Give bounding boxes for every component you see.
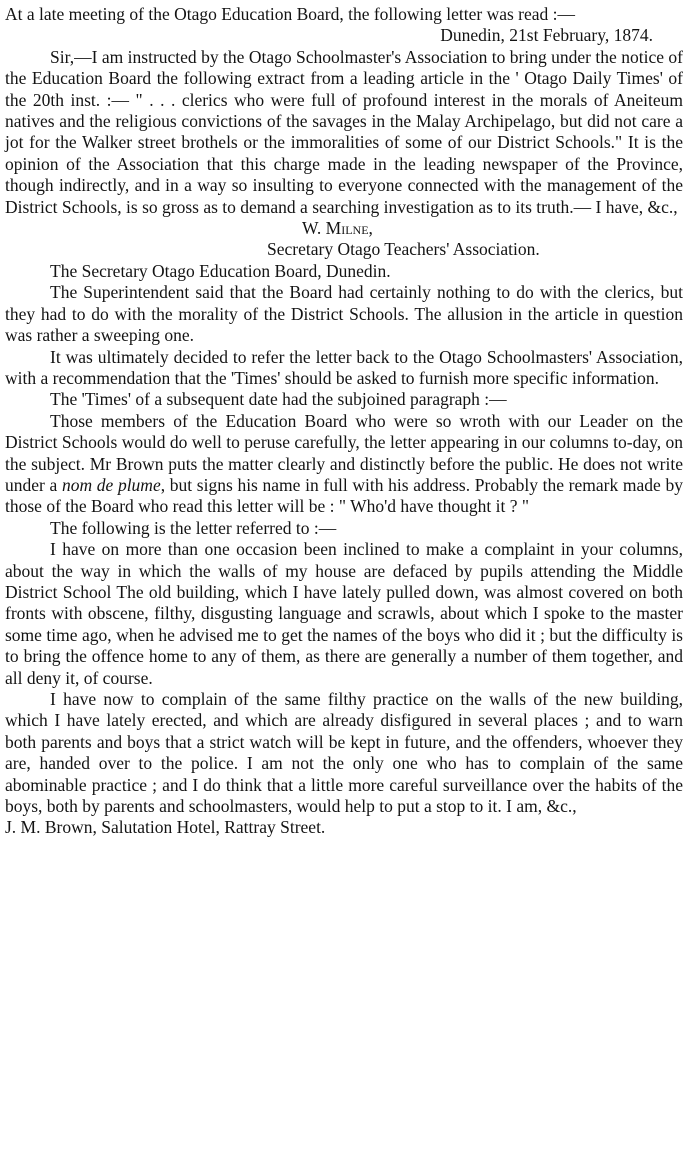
times-quote-italic: nom de plume — [61, 474, 161, 495]
letter-addressee: The Secretary Otago Education Board, Dunedin. — [50, 260, 391, 281]
letter-body: Sir,—I am instructed by the Otago Schoolmaster's Association to bring under the notice of the Education Board the following extract from a leading article in the ' Otago Daily Times' of the 20th inst. :— " . . . clerics who were full of profound interest in the morals of Aneiteum natives and the religious convictions of the savages in the Malay Archipelago, but did not care a jot for the Walker street brothels or the immoralities of some of our District Schools." It is the opinion of the Association that this charge made in the leading newspaper of the Province, though indirectly, and in a way so insulting to everyone connected with the management of the District Schools, is so gross as to demand a searching investigation as to its truth.— I have, &c., — [5, 46, 683, 217]
article-intro: At a late meeting of the Otago Education Board, the following letter was read :— — [5, 4, 576, 24]
times-quote-part1: Those members of the Education Board who were so wroth with our Leader on the District Schools would do well to peruse carefully, the letter appearing in our columns to-day, on the subject. Mr Brown puts the matter clearly and distinctly before the public. He does not write under a — [5, 410, 683, 495]
paragraph-following: The following is the letter referred to :— — [50, 517, 337, 538]
newspaper-column — [5, 4, 683, 839]
letter2-paragraph-1: I have on more than one occasion been inclined to make a complaint in your columns, about the way in which the walls of my house are defaced by pupils attending the Middle District School The old building, which I have lately pulled down, was almost covered on both fronts with obscene, filthy, disgusting language and scrawls, about which I spoke to the master some time ago, when he advised me to get the names of the boys who did it ; but the difficulty is to bring the offence home to any of them, as there are generally a number of them together, and all deny it, of course. — [5, 539, 683, 688]
paragraph-superintendent: The Superintendent said that the Board had certainly nothing to do with the clerics, but they had to do with the morality of the District Schools. The allusion in the article in question was rather a sweeping one. — [5, 282, 683, 346]
letter-dateline: Dunedin, 21st February, 1874. — [440, 25, 653, 46]
times-quote-part2: , but signs his name in full with his address. Probably the remark made by those of the Board who read this letter will be : " Who'd have thought it ? " — [5, 474, 683, 517]
letter-signature: W. Milne, — [302, 218, 373, 239]
letter-signature-title: Secretary Otago Teachers' Association. — [267, 239, 540, 260]
letter2-paragraph-2: I have now to complain of the same filthy practice on the walls of the new building, which I have lately erected, and which are already disfigured in several places ; and to warn both parents and boys that a strict watch will be kept in future, and the offenders, whoever they are, handed over to the police. I am not the only one who has to complain of the same abominable practice ; and I do think that a little more careful surveillance over the habits of the boys, both by parents and schoolmasters, would help to put a stop to it. I am, &c., — [5, 689, 683, 817]
paragraph-times-intro: The 'Times' of a subsequent date had the subjoined paragraph :— — [50, 389, 507, 410]
paragraph-decision: It was ultimately decided to refer the letter back to the Otago Schoolmasters' Association, with a recommendation that the 'Times' should be asked to furnish more specific information. — [5, 346, 683, 388]
paragraph-times-quote — [5, 411, 683, 518]
letter2-signature: J. M. Brown, Salutation Hotel, Rattray Street. — [5, 817, 326, 838]
